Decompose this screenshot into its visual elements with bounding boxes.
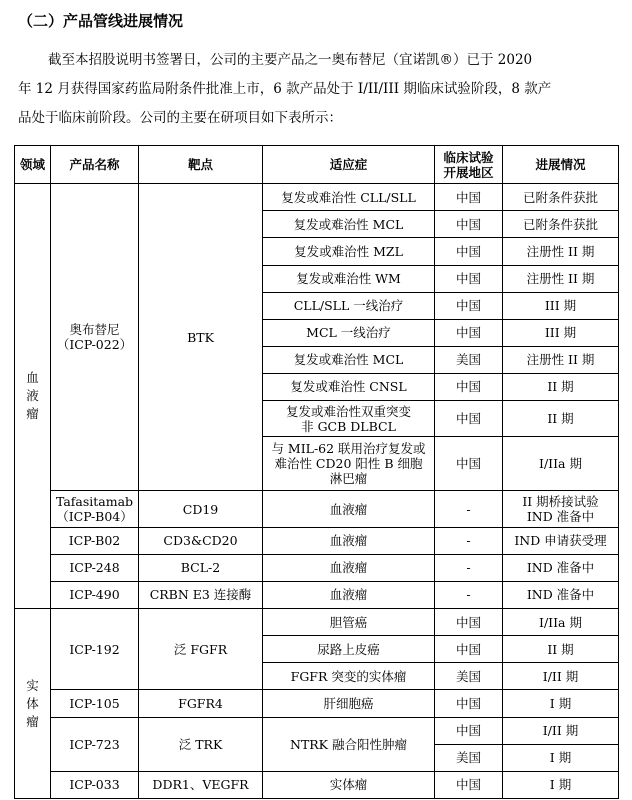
header-domain: 领域 (15, 146, 51, 184)
table-row (15, 554, 619, 581)
progress-line: I/IIa 期 (539, 456, 582, 472)
progress-cell (503, 581, 619, 608)
indication-line: 复发或难治性双重突变 (285, 403, 411, 419)
indication-line: 血液瘤 (329, 501, 368, 517)
header-region-line: 临床试验 (443, 149, 494, 165)
indication-line: 复发或难治性 MCL (293, 216, 404, 232)
progress-line: 已附条件获批 (522, 189, 598, 205)
product-name-line: ICP-B02 (68, 533, 121, 549)
header-region-line: 开展地区 (443, 164, 494, 180)
progress-line: I 期 (549, 750, 572, 766)
indication-cell (263, 771, 435, 798)
indication-line: 血液瘤 (329, 560, 368, 576)
region-cell: 中国 (435, 717, 503, 744)
product-name-cell (51, 717, 139, 771)
table-row (15, 581, 619, 608)
progress-cell (503, 401, 619, 437)
progress-cell (503, 319, 619, 346)
region-cell: - (435, 491, 503, 527)
progress-cell (503, 437, 619, 491)
indication-line: 尿路上皮癌 (317, 641, 380, 657)
product-name-cell (51, 690, 139, 717)
region-cell: 中国 (435, 184, 503, 211)
indication-line: 胆管癌 (329, 614, 368, 630)
region-cell: 美国 (435, 663, 503, 690)
progress-line: I 期 (549, 696, 572, 712)
indication-cell (263, 373, 435, 400)
table-row (15, 527, 619, 554)
domain-cell (15, 609, 51, 799)
target-cell: 泛 TRK (139, 717, 263, 771)
progress-line: IND 准备中 (526, 587, 595, 603)
progress-cell (503, 527, 619, 554)
domain-char: 体 (26, 695, 39, 711)
progress-line: 已附条件获批 (522, 216, 598, 232)
indication-line: 难治性 CD20 阳性 B 细胞 (274, 456, 423, 472)
progress-cell (503, 690, 619, 717)
product-name-line: ICP-105 (69, 696, 120, 712)
table-row (15, 491, 619, 527)
intro-line: 年 12 月获得国家药监局附条件批准上市，6 款产品处于 I/II/III 期临床试验阶段，8 款产 (18, 81, 552, 97)
progress-line: II 期 (547, 641, 574, 657)
progress-cell (503, 265, 619, 292)
product-name-cell (51, 581, 139, 608)
progress-cell (503, 717, 619, 744)
region-cell: - (435, 581, 503, 608)
progress-line: 注册性 II 期 (526, 271, 595, 287)
solid-tumor-section (15, 609, 619, 799)
indication-line: 与 MIL-62 联用治疗复发或 (271, 441, 426, 457)
target-cell: CRBN E3 连接酶 (139, 581, 263, 608)
target-cell: BTK (139, 184, 263, 491)
indication-line: CLL/SLL 一线治疗 (293, 298, 404, 314)
progress-line: I/II 期 (542, 668, 579, 684)
target-cell: CD3&CD20 (139, 527, 263, 554)
header-product: 产品名称 (51, 146, 139, 184)
indication-cell (263, 211, 435, 238)
table-row (15, 771, 619, 798)
target-cell: DDR1、VEGFR (139, 771, 263, 798)
product-name-cell (51, 527, 139, 554)
product-name-cell (51, 554, 139, 581)
indication-line: 淋巴瘤 (329, 471, 368, 487)
progress-line: IND 准备中 (526, 509, 595, 525)
table-row (15, 717, 619, 744)
progress-cell (503, 663, 619, 690)
progress-cell (503, 636, 619, 663)
target-cell: BCL-2 (139, 554, 263, 581)
progress-cell (503, 292, 619, 319)
region-cell: 中国 (435, 690, 503, 717)
region-cell: - (435, 527, 503, 554)
region-cell: 中国 (435, 238, 503, 265)
region-cell: 中国 (435, 771, 503, 798)
indication-cell (263, 491, 435, 527)
region-cell: 中国 (435, 401, 503, 437)
progress-line: IND 申请获受理 (514, 533, 607, 549)
indication-cell (263, 554, 435, 581)
progress-line: IND 准备中 (526, 560, 595, 576)
progress-line: 注册性 II 期 (526, 243, 595, 259)
indication-cell (263, 319, 435, 346)
region-cell: 美国 (435, 744, 503, 771)
indication-line: 血液瘤 (329, 533, 368, 549)
indication-line: 实体瘤 (329, 777, 368, 793)
domain-char: 血 (26, 370, 39, 386)
domain-char: 液 (26, 388, 39, 404)
progress-cell (503, 771, 619, 798)
blood-tumor-section (15, 184, 619, 609)
progress-cell (503, 346, 619, 373)
table-header-row (15, 146, 619, 184)
progress-line: II 期 (547, 411, 574, 427)
indication-cell (263, 663, 435, 690)
region-cell: 中国 (435, 265, 503, 292)
progress-line: III 期 (544, 325, 577, 341)
progress-line: III 期 (544, 298, 577, 314)
indication-cell (263, 184, 435, 211)
region-cell: 中国 (435, 609, 503, 636)
product-name-line: ICP-723 (69, 736, 120, 752)
intro-line: 截至本招股说明书签署日，公司的主要产品之一奥布替尼（宜诺凯®）已于 2020 (48, 52, 533, 68)
header-region (435, 146, 503, 184)
header-target: 靶点 (139, 146, 263, 184)
indication-cell (263, 401, 435, 437)
indication-cell (263, 609, 435, 636)
region-cell: 美国 (435, 346, 503, 373)
indication-line: 非 GCB DLBCL (301, 418, 396, 434)
table-row (15, 184, 619, 211)
indication-line: 复发或难治性 WM (296, 271, 401, 287)
progress-cell (503, 211, 619, 238)
indication-line: 肝细胞癌 (323, 696, 374, 712)
indication-line: 血液瘤 (329, 587, 368, 603)
target-cell: FGFR4 (139, 690, 263, 717)
indication-cell (263, 690, 435, 717)
region-cell: - (435, 554, 503, 581)
target-cell: 泛 FGFR (139, 609, 263, 690)
indication-line: 复发或难治性 CLL/SLL (281, 189, 416, 205)
product-name-line: ICP-192 (69, 641, 120, 657)
domain-char: 瘤 (26, 406, 39, 422)
table-row (15, 609, 619, 636)
indication-cell (263, 636, 435, 663)
indication-cell (263, 265, 435, 292)
section-heading: （二）产品管线进展情况 (18, 12, 184, 30)
product-name-line: （ICP-B04） (56, 509, 133, 525)
progress-cell (503, 184, 619, 211)
product-name-line: Tafasitamab (55, 494, 134, 510)
product-name-line: ICP-033 (69, 777, 120, 793)
pipeline-table (14, 145, 619, 799)
progress-line: II 期桥接试验 (522, 494, 599, 510)
indication-line: FGFR 突变的实体瘤 (290, 668, 407, 684)
progress-cell (503, 373, 619, 400)
progress-cell (503, 238, 619, 265)
progress-cell (503, 554, 619, 581)
progress-cell (503, 744, 619, 771)
intro-line: 品处于临床前阶段。公司的主要在研项目如下表所示： (18, 110, 342, 126)
product-name-line: ICP-248 (69, 560, 120, 576)
region-cell: 中国 (435, 319, 503, 346)
indication-cell (263, 437, 435, 491)
indication-line: 复发或难治性 CNSL (290, 379, 407, 395)
product-name-cell (51, 184, 139, 491)
indication-line: MCL 一线治疗 (306, 325, 391, 341)
indication-cell (263, 581, 435, 608)
product-name-line: ICP-490 (69, 587, 120, 603)
header-indication: 适应症 (263, 146, 435, 184)
progress-line: I/II 期 (542, 723, 579, 739)
progress-cell (503, 609, 619, 636)
indication-line: 复发或难治性 MCL (293, 352, 404, 368)
region-cell: 中国 (435, 437, 503, 491)
domain-cell (15, 184, 51, 609)
intro-paragraph (18, 46, 618, 133)
indication-cell (263, 717, 435, 771)
table-row (15, 690, 619, 717)
region-cell: 中国 (435, 636, 503, 663)
product-name-cell (51, 609, 139, 690)
product-name-line: （ICP-022） (56, 337, 133, 353)
progress-line: I/IIa 期 (539, 614, 582, 630)
domain-char: 瘤 (26, 713, 39, 729)
indication-cell (263, 346, 435, 373)
region-cell: 中国 (435, 211, 503, 238)
indication-cell (263, 527, 435, 554)
indication-cell (263, 238, 435, 265)
indication-cell (263, 292, 435, 319)
target-cell: CD19 (139, 491, 263, 527)
product-name-cell (51, 491, 139, 527)
domain-char: 实 (26, 677, 39, 693)
progress-line: II 期 (547, 379, 574, 395)
progress-line: 注册性 II 期 (526, 352, 595, 368)
progress-line: I 期 (549, 777, 572, 793)
product-name-line: 奥布替尼 (69, 322, 120, 338)
header-progress: 进展情况 (503, 146, 619, 184)
product-name-cell (51, 771, 139, 798)
region-cell: 中国 (435, 292, 503, 319)
region-cell: 中国 (435, 373, 503, 400)
indication-line: NTRK 融合阳性肿瘤 (290, 736, 407, 752)
indication-line: 复发或难治性 MZL (294, 243, 403, 259)
progress-cell (503, 491, 619, 527)
